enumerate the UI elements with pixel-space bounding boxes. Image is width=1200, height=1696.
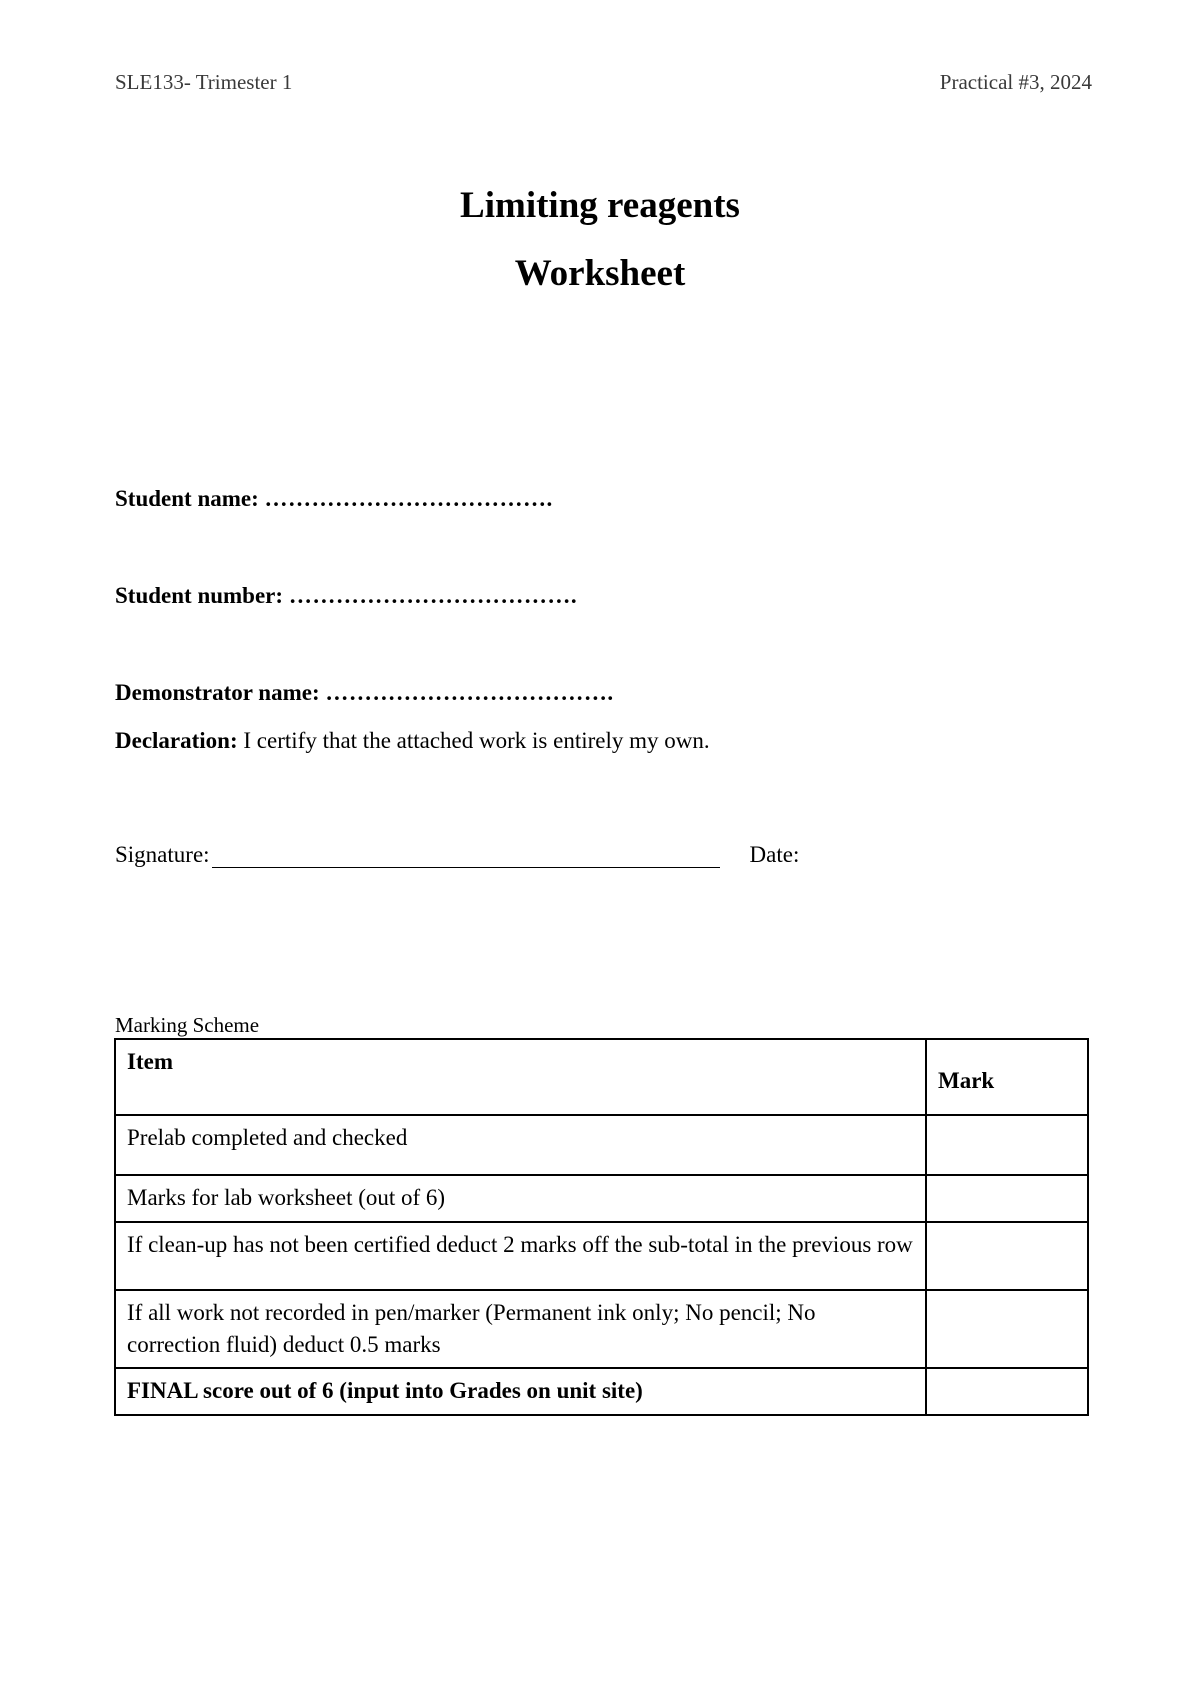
declaration [115,728,710,754]
student-number-field[interactable] [115,583,577,609]
row-item: If all work not recorded in pen/marker (Permanent ink only; No pencil; No correction fluid) deduct 0.5 marks [115,1290,926,1368]
header-practical: Practical #3, 2024 [939,70,1092,94]
student-number-blank[interactable]: ………………………………. [288,583,578,608]
final-score-row [115,1368,1088,1415]
header-course: SLE133- Trimester 1 [115,70,293,94]
row-mark-cell[interactable] [926,1222,1088,1290]
student-number-label: Student number: [115,583,284,608]
table-row [115,1115,1088,1175]
declaration-label: Declaration: [115,728,238,753]
table-row [115,1222,1088,1290]
marking-scheme-caption: Marking Scheme [115,1013,260,1037]
signature-line[interactable] [212,843,720,868]
final-score-cell[interactable] [926,1368,1088,1415]
row-item: Prelab completed and checked [115,1115,926,1175]
page-subtitle: Worksheet [514,253,686,294]
item-header: Item [115,1039,926,1115]
table-header-row [115,1039,1088,1115]
student-name-field[interactable] [115,486,553,512]
demonstrator-name-label: Demonstrator name: [115,680,320,705]
declaration-text: I certify that the attached work is entirely my own. [237,728,710,753]
date-label: Date: [749,842,800,867]
page-title: Limiting reagents [460,185,740,226]
student-name-blank[interactable]: ………………………………. [264,486,553,511]
table-row [115,1175,1088,1222]
row-mark-cell[interactable] [926,1175,1088,1222]
page-header [115,70,1092,95]
signature-row [115,842,799,868]
mark-header: Mark [926,1039,1088,1115]
row-item: If clean-up has not been certified deduct 2 marks off the sub-total in the previous row [115,1222,926,1290]
student-name-label: Student name: [115,486,259,511]
marking-scheme-table [114,1038,1089,1416]
row-item: Marks for lab worksheet (out of 6) [115,1175,926,1222]
row-mark-cell[interactable] [926,1290,1088,1368]
demonstrator-name-blank[interactable]: ………………………………. [325,680,614,705]
signature-label: Signature: [115,842,210,867]
row-mark-cell[interactable] [926,1115,1088,1175]
final-score-label: FINAL score out of 6 (input into Grades on unit site) [115,1368,926,1415]
demonstrator-name-field[interactable] [115,680,614,706]
table-row [115,1290,1088,1368]
title-block [0,172,1200,308]
